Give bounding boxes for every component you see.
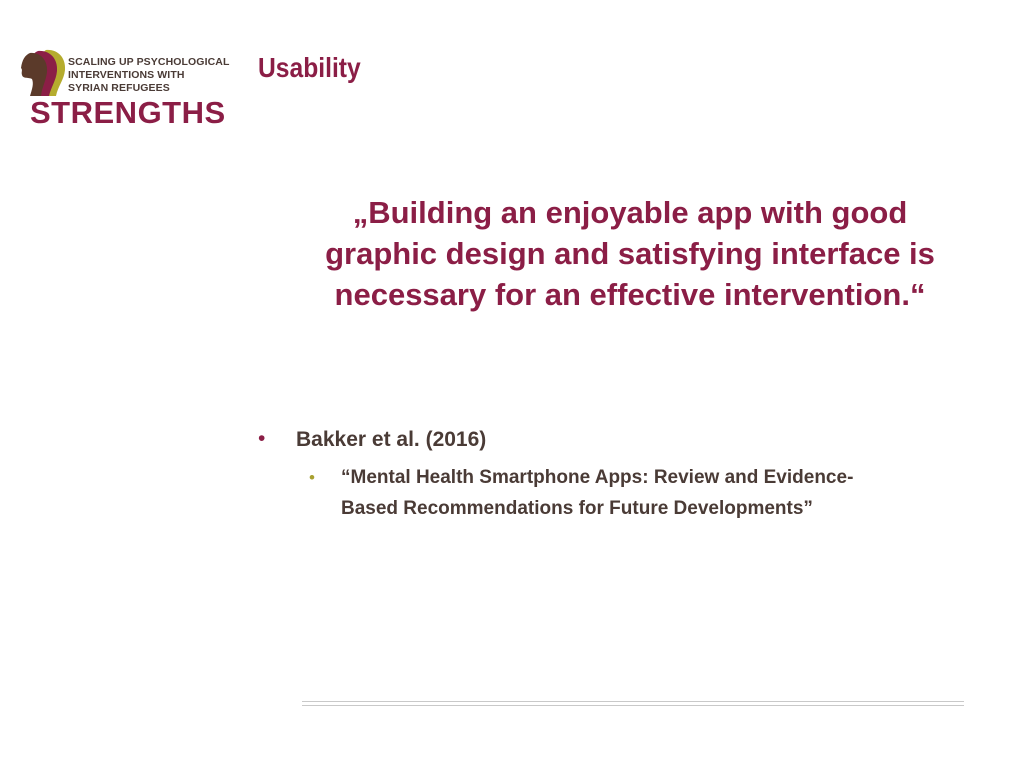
quote-line-1: „Building an enjoyable app with good — [352, 195, 908, 230]
quote-line-2: graphic design and satisfying interface is — [325, 236, 935, 271]
logo-line-1: SCALING UP PSYCHOLOGICAL — [68, 56, 230, 68]
strengths-logo — [16, 46, 230, 132]
logo-line-2: INTERVENTIONS WITH — [68, 69, 185, 81]
faces-silhouette-icon — [16, 48, 72, 98]
sub-bullet-line-2: Based Recommendations for Future Developments” — [341, 498, 813, 519]
bullet-item: Bakker et al. (2016) — [296, 428, 487, 451]
sub-bullet-marker-icon: • — [309, 468, 315, 487]
logo-line-3: SYRIAN REFUGEES — [68, 82, 170, 94]
sub-bullet-line-1: “Mental Health Smartphone Apps: Review and Evidence- — [341, 467, 854, 488]
sub-bullet-item — [341, 462, 971, 524]
bullet-marker-icon: • — [258, 427, 266, 450]
footer-divider — [302, 701, 964, 706]
quote-line-3: necessary for an effective intervention.“ — [334, 277, 926, 312]
logo-wordmark: STRENGTHS — [30, 95, 226, 130]
quote-block — [280, 192, 980, 315]
slide-title: Usability — [258, 52, 361, 83]
